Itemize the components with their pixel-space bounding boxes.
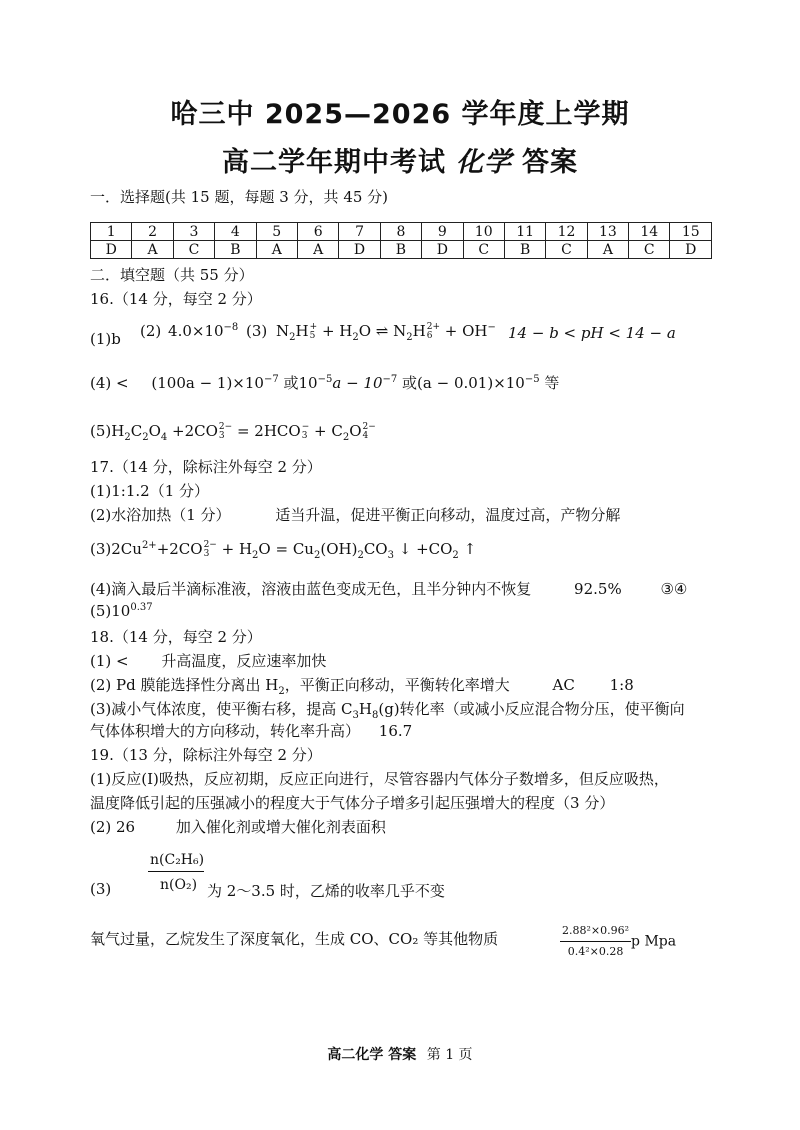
q16-ph-range: 14 − b < pH < 14 − a	[508, 324, 676, 342]
q18-header: 18.（14 分，每空 2 分）	[90, 628, 262, 646]
table-row-numbers	[91, 223, 712, 241]
page-footer: 高二化学 答案 第 1 页	[327, 1047, 473, 1063]
question-number-cell: 6	[297, 223, 338, 241]
question-number-cell: 4	[215, 223, 256, 241]
title-answer: 答案	[522, 147, 578, 178]
question-number-cell: 3	[173, 223, 214, 241]
answer-cell: D	[339, 241, 380, 259]
q16-part1: (1)b	[90, 330, 121, 348]
q17-part1: (1)1:1.2（1 分）	[90, 482, 210, 500]
q16-part5-equation: $(5)H_2C_2O_4 +2CO$ 2− 3 = 2HCO − 3 + $C_2O$ 2− 4	[90, 422, 376, 443]
q17-part3-equation: $(3)2Cu^{2+}+2CO$ 2− 3 + $H_2O = Cu_2(OH)_2CO_3$ ↓ $+CO_2$ ↑	[90, 540, 477, 561]
page-title-line1: 哈三中 2025—2026 学年度上学期	[170, 99, 630, 130]
q19-kp-expression: $\frac{\text{2.88²×0.96²}}{\text{0.4²×0.28}}$ p Mpa	[560, 922, 676, 961]
q19-part3-text: 为 2～3.5 时，乙烯的收率几乎不变	[207, 882, 445, 900]
answer-cell: C	[629, 241, 670, 259]
question-number-cell: 12	[546, 223, 587, 241]
q16-part3-equation: (3) $N_2H$ + 5 + $H_2O$ ⇌ $N_2H$ 2+ 6 + OH−	[246, 322, 496, 343]
q18-part1: (1) < 升高温度，反应速率加快	[90, 652, 327, 670]
q19-part1-line1: (1)反应(I)吸热，反应初期，反应正向进行，尽管容器内气体分子数增多，但反应吸热，	[90, 770, 669, 788]
q19-ratio-numerator: n(C₂H₆)	[150, 852, 205, 868]
q19-header: 19.（13 分，除标注外每空 2 分）	[90, 746, 322, 764]
question-number-cell: 7	[339, 223, 380, 241]
answer-cell: A	[132, 241, 173, 259]
kp-fraction: $\frac{\text{2.88²×0.96²}}{\text{0.4²×0.28}}$	[562, 924, 630, 958]
q17-header: 17.（14 分，除标注外每空 2 分）	[90, 458, 322, 476]
q18-part3-line1: (3)减小气体浓度，使平衡右移，提高 $C_3H_8(g)$转化率（或减小反应混合物分压，使平衡向	[90, 700, 685, 721]
question-number-cell: 14	[629, 223, 670, 241]
section1-heading: 一．选择题(共 15 题，每题 3 分，共 45 分)	[90, 188, 389, 206]
table-row-answers	[91, 241, 712, 259]
title-exam: 高二学年期中考试	[222, 147, 446, 178]
section2-heading: 二．填空题（共 55 分）	[90, 266, 254, 284]
question-number-cell: 13	[587, 223, 628, 241]
q17-part4: (4)滴入最后半滴标准液，溶液由蓝色变成无色，且半分钟内不恢复 92.5% ③④	[90, 580, 688, 598]
question-number-cell: 15	[670, 223, 712, 241]
question-number-cell: 1	[91, 223, 132, 241]
choice-answer-table	[90, 222, 712, 259]
answer-cell: C	[463, 241, 504, 259]
answer-cell: D	[422, 241, 463, 259]
q18-part3-line2: 气体体积增大的方向移动，转化率升高） 16.7	[90, 722, 413, 740]
question-number-cell: 5	[256, 223, 297, 241]
q16-header: 16.（14 分，每空 2 分）	[90, 290, 262, 308]
answer-cell: C	[173, 241, 214, 259]
q19-ratio-bar	[148, 871, 204, 872]
q17-part2: (2)水浴加热（1 分） 适当升温，促进平衡正向移动，温度过高，产物分解	[90, 506, 621, 524]
q18-part2: (2) Pd 膜能选择性分离出 $H_2$，平衡正向移动，平衡转化率增大 AC 1:8	[90, 676, 634, 697]
q19-part4-text: 氧气过量，乙烷发生了深度氧化，生成 CO、CO₂ 等其他物质	[90, 930, 499, 948]
question-number-cell: 10	[463, 223, 504, 241]
answer-cell: A	[587, 241, 628, 259]
title-subject: 化学	[456, 147, 512, 178]
q17-part5: $(5)10^{0.37}$	[90, 602, 153, 620]
answer-cell: B	[504, 241, 545, 259]
q19-part3-label: (3)	[90, 880, 112, 898]
answer-cell: B	[215, 241, 256, 259]
q19-ratio-denominator: n(O₂)	[160, 877, 198, 893]
page-title-line2	[0, 140, 800, 179]
question-number-cell: 9	[422, 223, 463, 241]
answer-cell: D	[670, 241, 712, 259]
q16-part4: $(4) < (100a - 1)\times 10^{-7}$ 或$10^{-5}a - 10^{-7}$ 或$(a - 0.01)\times 10^{-5}$ 等	[90, 374, 560, 392]
answer-cell: A	[256, 241, 297, 259]
question-number-cell: 2	[132, 223, 173, 241]
q19-part1-line2: 温度降低引起的压强减小的程度大于气体分子增多引起压强增大的程度（3 分）	[90, 794, 615, 812]
q16-part2: (2) $4.0\times 10^{-8}$	[140, 322, 239, 340]
q19-part2: (2) 26 加入催化剂或增大催化剂表面积	[90, 818, 386, 836]
answer-cell: C	[546, 241, 587, 259]
question-number-cell: 8	[380, 223, 421, 241]
answer-cell: D	[91, 241, 132, 259]
answer-cell: A	[297, 241, 338, 259]
question-number-cell: 11	[504, 223, 545, 241]
answer-cell: B	[380, 241, 421, 259]
